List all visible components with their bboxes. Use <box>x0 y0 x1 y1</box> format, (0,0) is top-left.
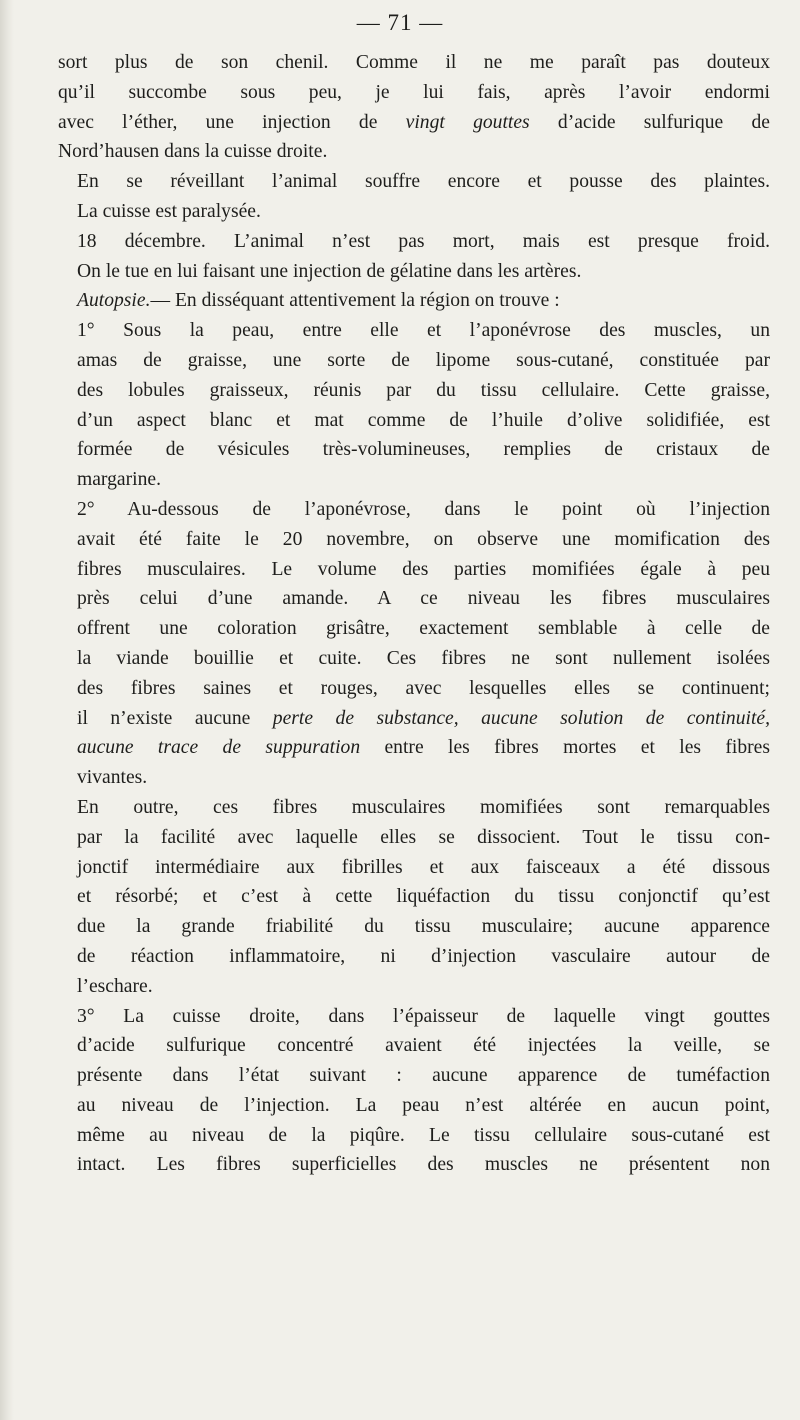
text-line: formée de vésicules très-volumineuses, remplies de cristaux de <box>77 439 770 461</box>
text-line: amas de graisse, une sorte de lipome sous-cutané, constituée par <box>77 349 770 371</box>
text-line: On le tue en lui faisant une injection de gélatine dans les artères. <box>77 260 582 282</box>
page-number: — 71 — <box>356 10 444 35</box>
body-text <box>58 48 770 1180</box>
text-line: avait été faite le 20 novembre, on observe une momification des <box>77 528 770 550</box>
text-line: qu’il succombe sous peu, je lui fais, après l’avoir endormi <box>58 81 770 103</box>
text-line <box>58 286 770 316</box>
text-line: due la grande friabilité du tissu musculaire; aucune apparence <box>77 916 770 938</box>
text-line: Nord’hausen dans la cuisse droite. <box>58 141 328 163</box>
text-line: En outre, ces fibres musculaires momifiées sont remarquables <box>77 796 770 818</box>
text-line: offrent une coloration grisâtre, exactement semblable à celle de <box>77 618 770 640</box>
text-line <box>58 108 770 138</box>
text-line: 2° Au-dessous de l’aponévrose, dans le point où l’injection <box>77 498 770 520</box>
paragraph-p6 <box>58 495 770 793</box>
text-line: fibres musculaires. Le volume des parties momifiées égale à peu <box>77 558 770 580</box>
text-line: près celui d’une amande. A ce niveau les fibres musculaires <box>77 588 770 610</box>
text-line: 3° La cuisse droite, dans l’épaisseur de laquelle vingt gouttes <box>77 1005 770 1027</box>
text-line: même au niveau de la piqûre. Le tissu cellulaire sous-cutané est <box>77 1124 770 1146</box>
text-line: jonctif intermédiaire aux fibrilles et aux faisceaux a été dissous <box>77 856 770 878</box>
text-line: d’un aspect blanc et mat comme de l’huile d’olive solidifiée, est <box>77 409 770 431</box>
text-line: intact. Les fibres superficielles des muscles ne présentent non <box>77 1154 770 1176</box>
text-line: et résorbé; et c’est à cette liquéfaction du tissu conjonctif qu’est <box>77 886 770 908</box>
text-line: d’acide sulfurique concentré avaient été injectées la veille, se <box>77 1035 770 1057</box>
text-line: vivantes. <box>77 767 148 789</box>
text-line: l’eschare. <box>77 975 153 997</box>
paragraph-p8 <box>58 1002 770 1181</box>
text-run: d’acide sulfurique de <box>529 111 770 133</box>
text-run: — En disséquant attentivement la région on trouve : <box>150 290 560 312</box>
paragraph-p1 <box>58 48 770 167</box>
text-run: entre les fibres mortes et les fibres <box>360 737 771 759</box>
text-line: 1° Sous la peau, entre elle et l’aponévrose des muscles, un <box>77 320 770 342</box>
text-line: La cuisse est paralysée. <box>77 200 261 222</box>
paragraph-p7 <box>58 793 770 1002</box>
italic-text: Autopsie. <box>77 290 151 312</box>
paragraph-p3 <box>58 227 770 287</box>
text-line: présente dans l’état suivant : aucune apparence de tuméfaction <box>77 1065 770 1087</box>
text-line: des lobules graisseux, réunis par du tissu cellulaire. Cette graisse, <box>77 379 770 401</box>
text-line: margarine. <box>77 469 161 491</box>
text-line: sort plus de son chenil. Comme il ne me paraît pas douteux <box>58 52 770 73</box>
text-run: avec l’éther, une injection de <box>58 111 406 133</box>
text-line: par la facilité avec laquelle elles se dissocient. Tout le tissu con- <box>77 826 770 848</box>
page-binding-shadow <box>0 0 14 1420</box>
italic-text: perte de substance, aucune solution de continuité, <box>272 707 770 729</box>
text-line <box>58 704 770 734</box>
text-line: des fibres saines et rouges, avec lesquelles elles se continuent; <box>77 677 770 699</box>
paragraph-p5 <box>58 316 770 495</box>
text-line <box>58 733 770 763</box>
text-line: de réaction inflammatoire, ni d’injection vasculaire autour de <box>77 945 770 967</box>
italic-text: aucune trace de suppuration <box>77 737 361 759</box>
text-line: au niveau de l’injection. La peau n’est altérée en aucun point, <box>77 1094 770 1116</box>
paragraph-p4 <box>58 286 770 316</box>
text-line: la viande bouillie et cuite. Ces fibres ne sont nullement isolées <box>77 647 770 669</box>
italic-text: vingt gouttes <box>405 111 530 133</box>
text-line: En se réveillant l’animal souffre encore et pousse des plaintes. <box>77 171 770 193</box>
text-run: il n’existe aucune <box>77 707 273 729</box>
text-line: 18 décembre. L’animal n’est pas mort, mais est presque froid. <box>77 230 770 252</box>
paragraph-p2 <box>58 167 770 227</box>
